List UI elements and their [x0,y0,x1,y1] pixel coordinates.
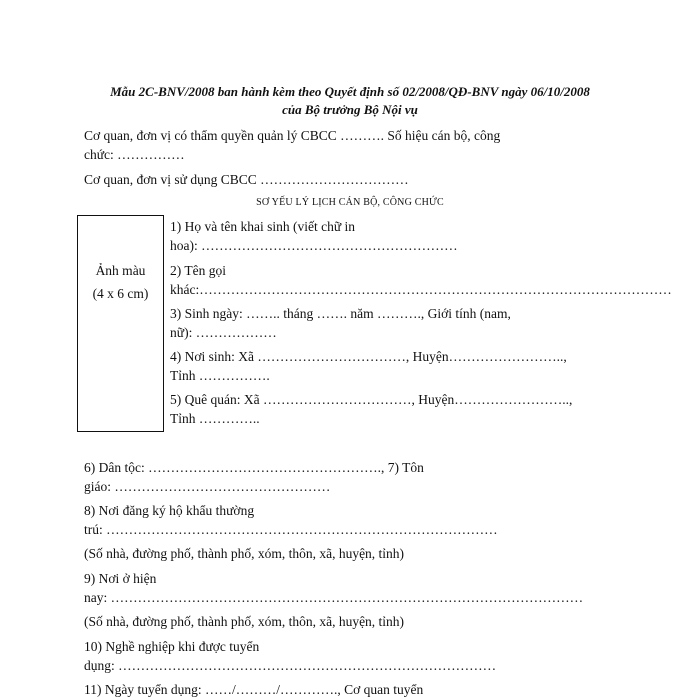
form-header-line2: của Bộ trưởng Bộ Nội vụ [282,102,418,117]
using-agency-line: Cơ quan, đơn vị sử dụng CBCC …………………………… [84,172,409,187]
field-date-of-birth: 3) Sinh ngày: …….. tháng ……. năm ………., Giới tính (nam, [170,306,511,321]
field-gender-cont: nữ): ……………… [170,325,277,340]
field-birth-name-cont: hoa): ………………………………………………… [170,238,458,253]
form-header-line1: Mẫu 2C-BNV/2008 ban hành kèm theo Quyết định số 02/2008/QĐ-BNV ngày 06/10/2008 [110,84,590,99]
field-occupation-on-recruit-cont: dụng: ………………………………………………………………………… [84,658,497,673]
field-current-address-cont: nay: …………………………………………………………………………………………… [84,590,584,605]
field-birthplace-province: Tỉnh ……………. [170,368,270,383]
field-hometown-province: Tỉnh ………….. [170,411,260,426]
photo-label: Ảnh màu [95,263,146,278]
field-current-address: 9) Nơi ở hiện [84,571,157,586]
field-religion-cont: giáo: ………………………………………… [84,479,331,494]
managing-agency-line: Cơ quan, đơn vị có thẩm quyền quản lý CBCC ………. Số hiệu cán bộ, công [84,128,501,143]
field-birth-name: 1) Họ và tên khai sinh (viết chữ in [170,219,356,234]
field-permanent-residence: 8) Nơi đăng ký hộ khẩu thường [84,503,255,518]
form-title: SƠ YẾU LÝ LỊCH CÁN BỘ, CÔNG CHỨC [256,197,444,208]
field-hometown: 5) Quê quán: Xã ……………………………, Huyện…………………….., [170,392,573,407]
photo-size-label: (4 x 6 cm) [92,286,149,301]
field-recruitment-date: 11) Ngày tuyển dụng: ……/………/…………., Cơ quan tuyển [84,682,424,697]
photo-box [77,215,164,432]
field-permanent-residence-cont: trú: …………………………………………………………………………… [84,522,498,537]
field-other-name-cont: khác:…………………………………………………………………………………………… [170,282,672,297]
field-other-name: 2) Tên gọi [170,263,226,278]
field-permanent-residence-hint: (Số nhà, đường phố, thành phố, xóm, thôn, xã, huyện, tỉnh) [84,546,405,561]
field-ethnicity-religion: 6) Dân tộc: ……………………………………………., 7) Tôn [84,460,424,475]
field-current-address-hint: (Số nhà, đường phố, thành phố, xóm, thôn, xã, huyện, tỉnh) [84,614,405,629]
field-birthplace: 4) Nơi sinh: Xã ……………………………, Huyện…………………….., [170,349,567,364]
field-occupation-on-recruit: 10) Nghề nghiệp khi được tuyển [84,639,260,654]
official-id-line: chức: …………… [84,147,185,162]
